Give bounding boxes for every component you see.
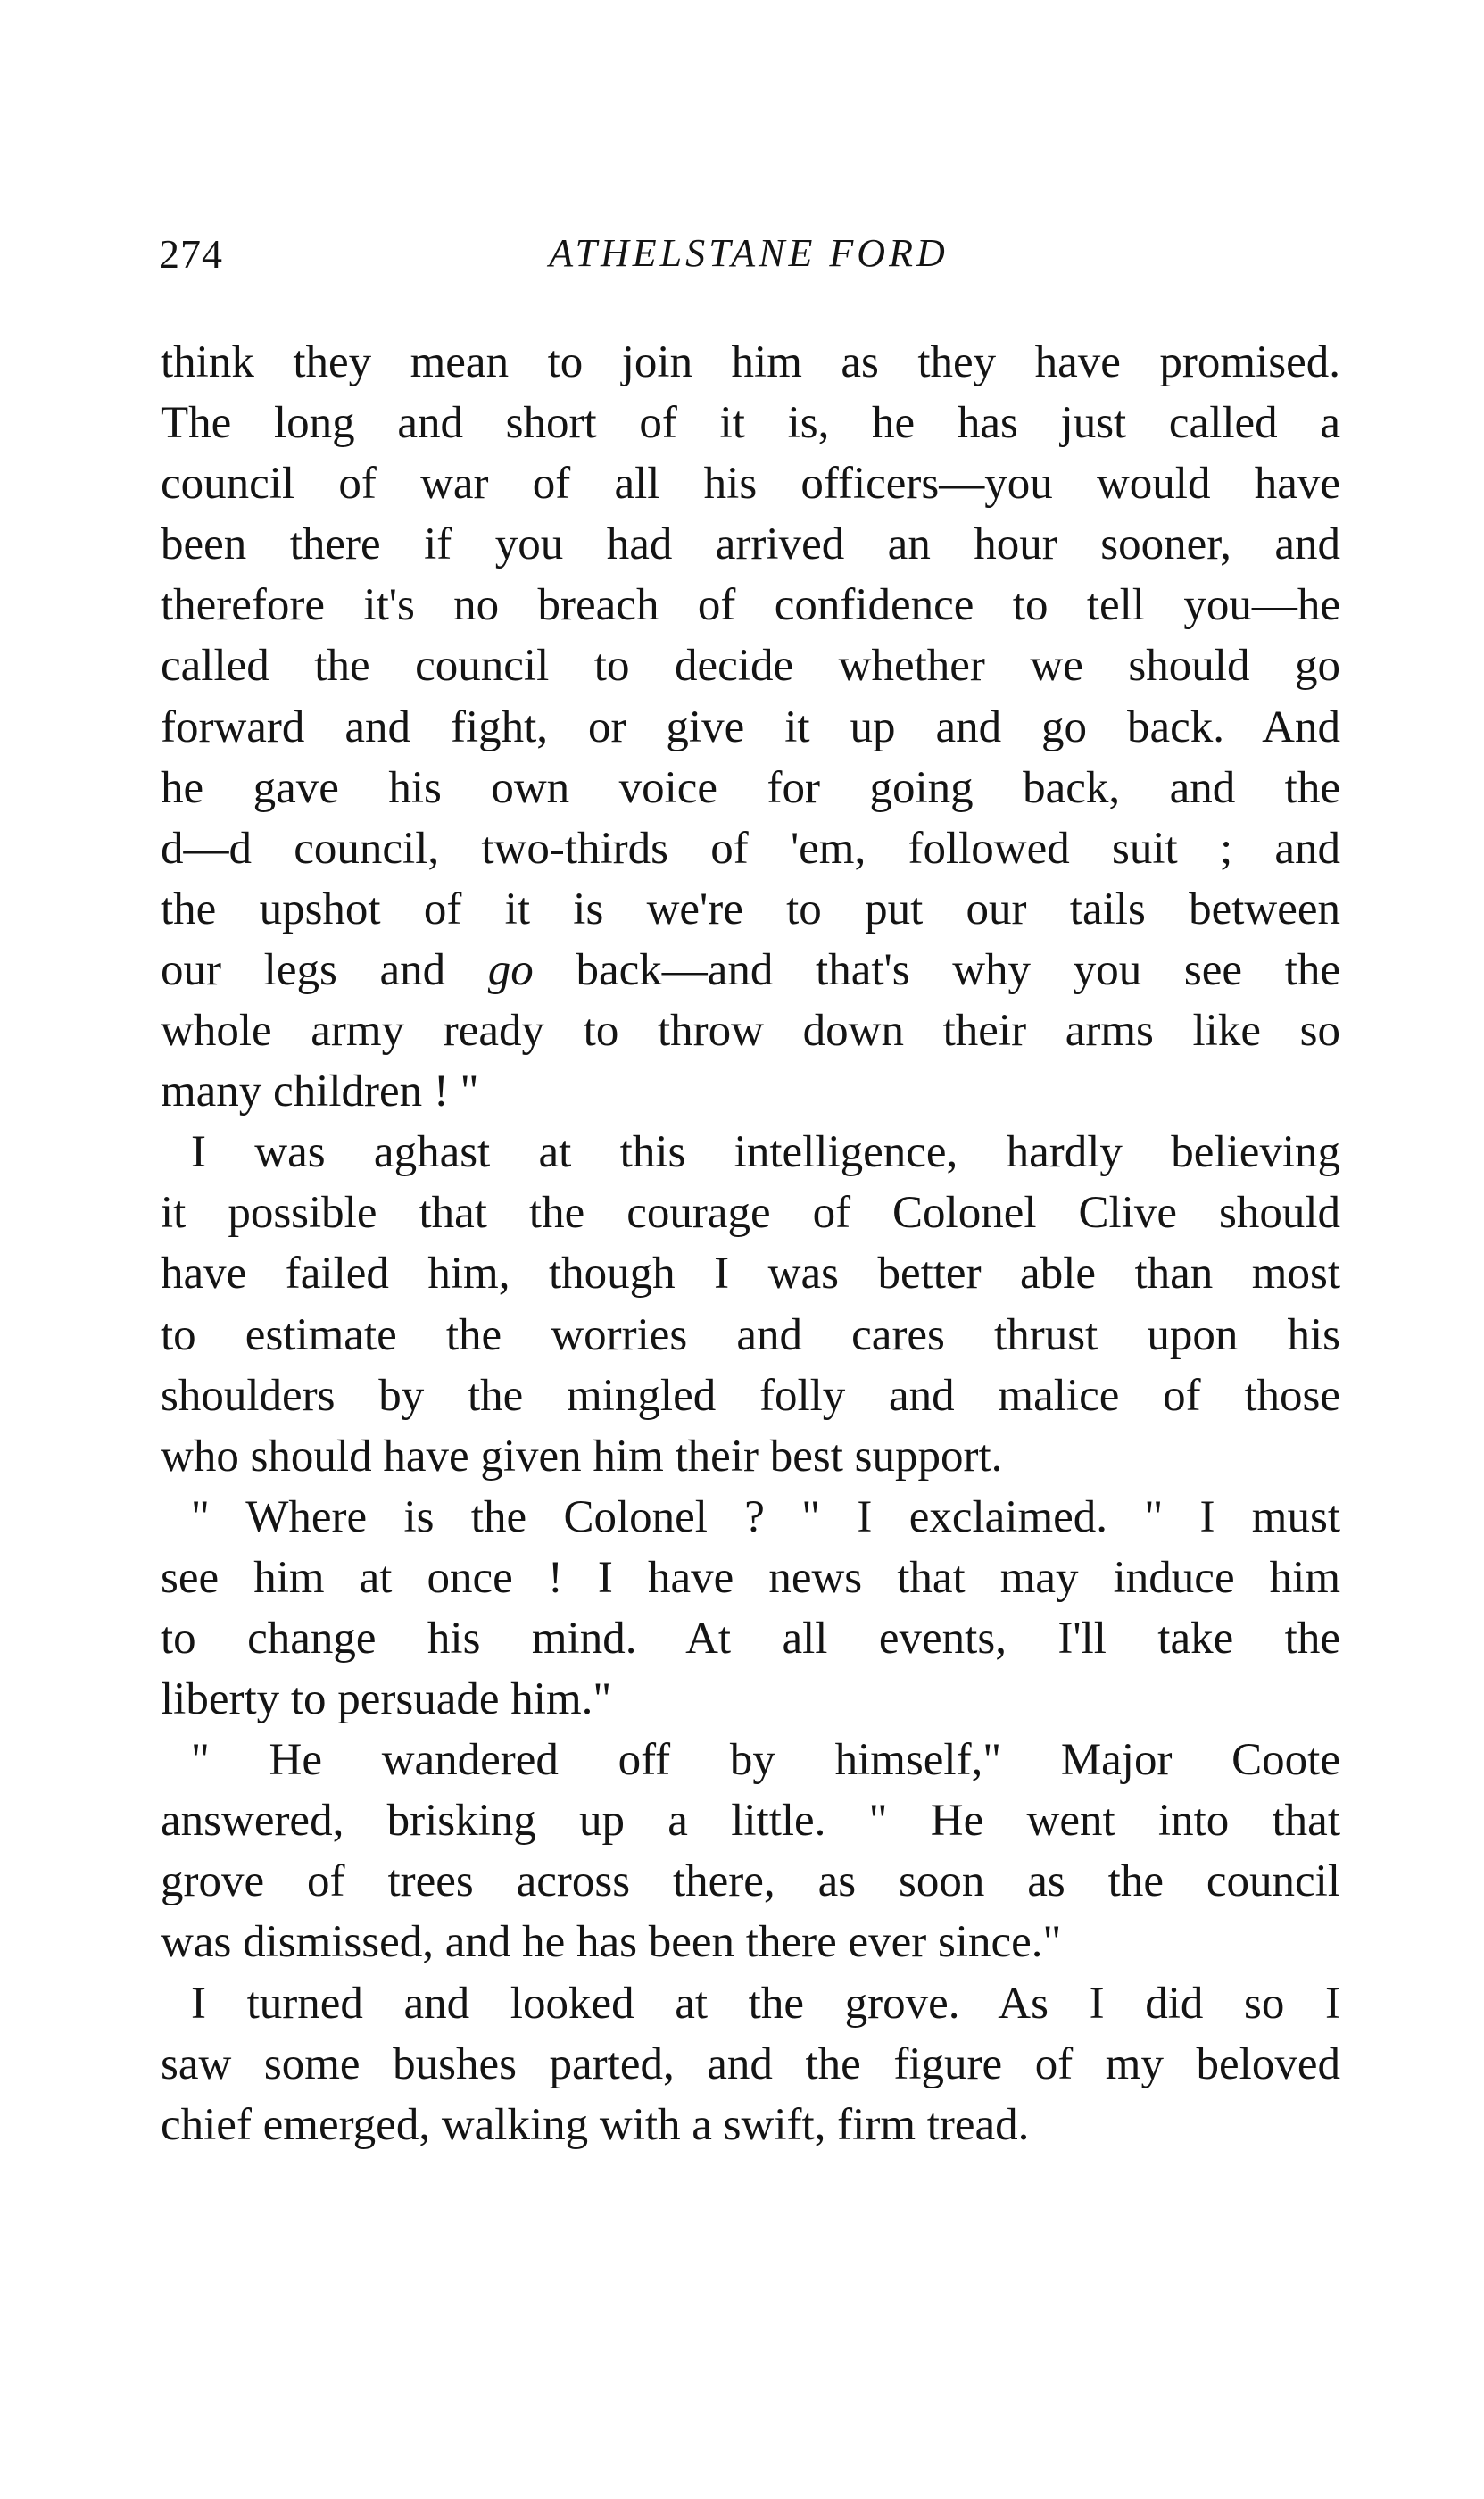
text-line: The long and short of it is, he has just called a [161, 398, 1340, 449]
text-line: think they mean to join him as they have promised. [161, 337, 1340, 387]
page-number: 274 [159, 231, 223, 277]
text-line: therefore it's no breach of confidence to tell you—he [161, 580, 1340, 631]
text-line: was dismissed, and he has been there ever since." [161, 1917, 1062, 1968]
text-line: who should have given him their best support. [161, 1431, 1003, 1482]
text-line: I turned and looked at the grove. As I did so I [191, 1978, 1340, 2029]
text-line: council of war of all his officers—you would have [161, 459, 1340, 510]
emphasis-text: go [487, 944, 534, 995]
text-line: answered, brisking up a little. " He went into that [161, 1796, 1340, 1847]
text-line: it possible that the courage of Colonel Clive should [161, 1188, 1340, 1239]
text-line: the upshot of it is we're to put our tails between [161, 884, 1340, 934]
book-title: ATHELSTANE FORD [549, 231, 949, 275]
text-line: many children ! " [161, 1067, 479, 1117]
text-line: liberty to persuade him." [161, 1674, 612, 1725]
text-line: d—d council, two-thirds of 'em, followed suit ; and [161, 823, 1340, 874]
text-line: see him at once ! I have news that may induce him [161, 1552, 1340, 1603]
text-line: to change his mind. At all events, I'll take the [161, 1613, 1340, 1664]
text-line: " Where is the Colonel ? " I exclaimed. " I must [191, 1491, 1340, 1542]
text-line: he gave his own voice for going back, and the [161, 762, 1340, 813]
text-line: grove of trees across there, as soon as the council [161, 1856, 1340, 1907]
text-line: called the council to decide whether we should go [161, 641, 1340, 692]
text-line: whole army ready to throw down their arms like so [161, 1006, 1340, 1057]
text-line: chief emerged, walking with a swift, firm tread. [161, 2099, 1030, 2150]
body-text [161, 332, 1340, 2155]
text-line: our legs and go back—and that's why you see the [161, 944, 1340, 995]
text-line: forward and fight, or give it up and go back. And [161, 702, 1340, 752]
text-line: have failed him, though I was better able than most [161, 1249, 1340, 1299]
text-line: been there if you had arrived an hour sooner, and [161, 519, 1340, 570]
running-head [159, 230, 1339, 293]
text-line: to estimate the worries and cares thrust upon his [161, 1309, 1340, 1360]
text-line: " He wandered off by himself," Major Coote [191, 1735, 1340, 1786]
text-line: saw some bushes parted, and the figure of my beloved [161, 2038, 1340, 2089]
text-line: I was aghast at this intelligence, hardly believing [191, 1127, 1340, 1178]
text-line: shoulders by the mingled folly and malice of those [161, 1370, 1340, 1421]
